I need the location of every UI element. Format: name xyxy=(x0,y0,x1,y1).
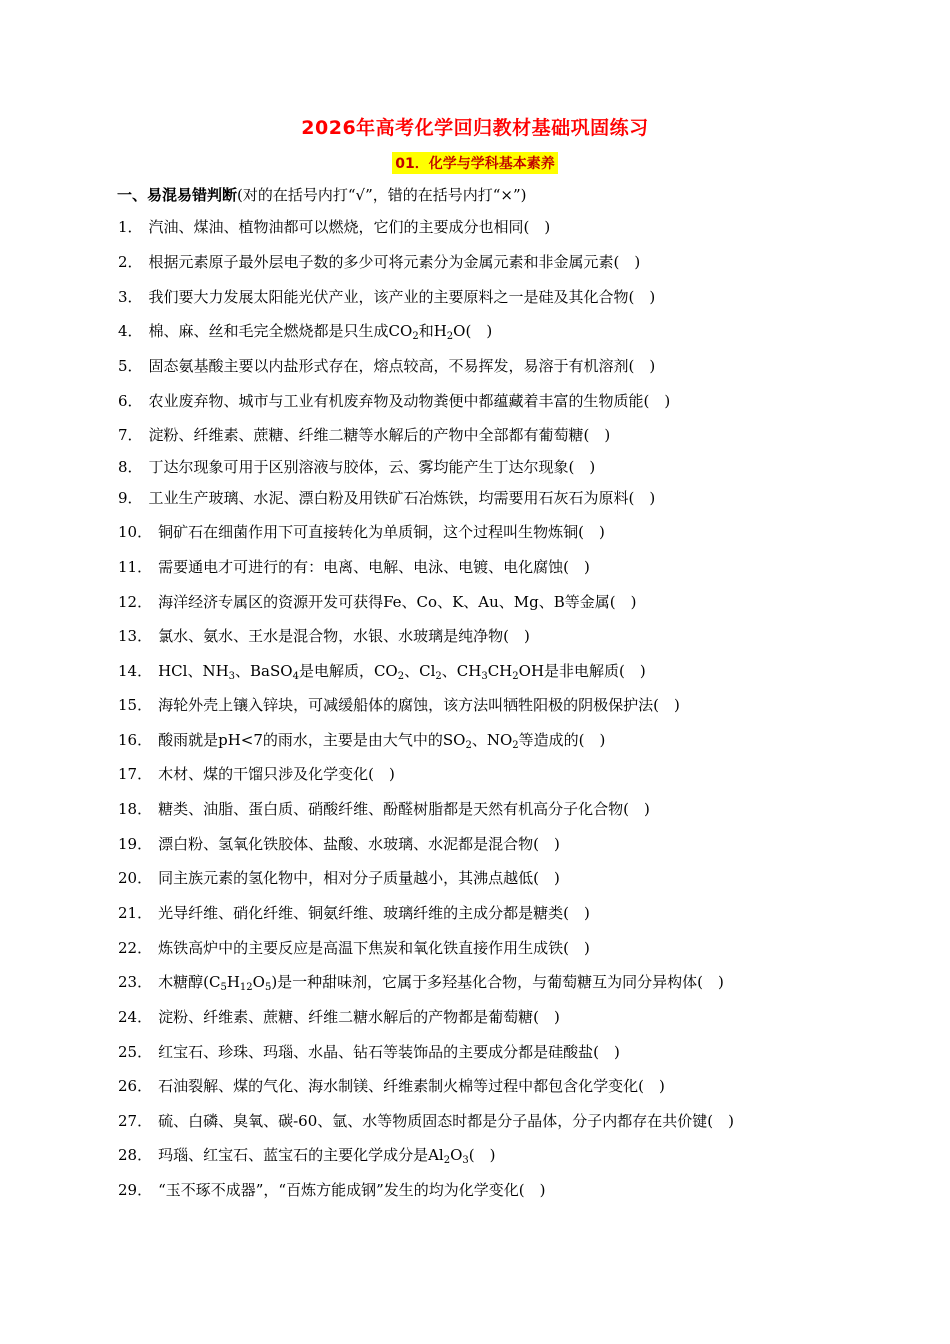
question-item xyxy=(118,867,560,888)
question-text: 漂白粉、氢氧化铁胶体、盐酸、水玻璃、水泥都是混合物( ) xyxy=(158,835,560,853)
question-item xyxy=(118,937,590,958)
question-text: 海洋经济专属区的资源开发可获得Fe、Co、K、Au、Mg、B等金属( ) xyxy=(158,593,637,611)
question-item xyxy=(118,456,595,477)
question-number: 23． xyxy=(118,973,153,991)
question-text: 海轮外壳上镶入锌块，可减缓船体的腐蚀，该方法叫牺牲阳极的阴极保护法( ) xyxy=(158,696,680,714)
document-subtitle: 01．化学与学科基本素养 xyxy=(392,152,557,174)
question-text: 需要通电才可进行的有：电离、电解、电泳、电镀、电化腐蚀( ) xyxy=(158,558,590,576)
section-heading: 一、易混易错判断 xyxy=(117,186,238,204)
question-item xyxy=(118,798,650,819)
question-text: 木糖醇$(C_5H_{12}O_5)$是一种甜味剂，它属于多羟基化合物，与葡萄糖互为同分异构体( ) xyxy=(158,973,724,993)
question-text: 光导纤维、硝化纤维、铜氨纤维、玻璃纤维的主成分都是糖类( ) xyxy=(158,904,590,922)
question-item xyxy=(118,833,560,854)
question-item xyxy=(118,1110,734,1131)
question-text: 氯水、氨水、王水是混合物，水银、水玻璃是纯净物( ) xyxy=(158,627,530,645)
question-item xyxy=(118,556,590,577)
question-number: 3． xyxy=(118,288,143,306)
question-number: 13． xyxy=(118,627,153,645)
question-number: 5． xyxy=(118,357,143,375)
question-text: 木材、煤的干馏只涉及化学变化( ) xyxy=(158,765,395,783)
question-text: 玛瑙、红宝石、蓝宝石的主要化学成分是$Al_2O_3$( ) xyxy=(158,1146,496,1166)
question-item xyxy=(118,729,605,750)
question-item xyxy=(118,1006,560,1027)
question-number: 2． xyxy=(118,253,143,271)
document-title: 2026年高考化学回归教材基础巩固练习 xyxy=(301,117,649,139)
question-number: 29． xyxy=(118,1181,153,1199)
question-item xyxy=(118,251,640,272)
question-item xyxy=(118,390,670,411)
question-item xyxy=(118,1179,545,1200)
question-text: 同主族元素的氢化物中，相对分子质量越小，其沸点越低( ) xyxy=(158,869,560,887)
section-instruction: (对的在括号内打“√”，错的在括号内打“×”) xyxy=(237,186,527,204)
question-text: “玉不琢不成器”，“百炼方能成钢”发生的均为化学变化( ) xyxy=(158,1181,546,1199)
question-item xyxy=(118,1041,620,1062)
question-item xyxy=(118,355,655,376)
question-text: 淀粉、纤维素、蔗糖、纤维二糖水解后的产物都是葡萄糖( ) xyxy=(158,1008,560,1026)
question-text: 丁达尔现象可用于区别溶液与胶体，云、雾均能产生丁达尔现象( ) xyxy=(148,458,596,476)
question-item xyxy=(118,487,655,508)
question-item xyxy=(118,1144,496,1165)
question-number: 9． xyxy=(118,489,143,507)
question-text: 铜矿石在细菌作用下可直接转化为单质铜，这个过程叫生物炼铜( ) xyxy=(158,523,605,541)
question-number: 27． xyxy=(118,1112,153,1130)
question-number: 11． xyxy=(118,558,153,576)
question-text: 淀粉、纤维素、蔗糖、纤维二糖等水解后的产物中全部都有葡萄糖( ) xyxy=(148,426,611,444)
question-item xyxy=(118,591,636,612)
question-number: 19． xyxy=(118,835,153,853)
question-item xyxy=(118,286,655,307)
question-text: 硫、白磷、臭氧、碳-60、氩、水等物质固态时都是分子晶体，分子内都存在共价键( ) xyxy=(158,1112,734,1130)
question-text: 红宝石、珍珠、玛瑙、水晶、钻石等装饰品的主要成分都是硅酸盐( ) xyxy=(158,1043,620,1061)
question-item xyxy=(118,660,646,681)
question-text: 根据元素原子最外层电子数的多少可将元素分为金属元素和非金属元素( ) xyxy=(148,253,641,271)
subtitle-wrap xyxy=(0,152,950,174)
question-number: 25． xyxy=(118,1043,153,1061)
question-item xyxy=(118,521,605,542)
question-item xyxy=(118,694,680,715)
question-number: 4． xyxy=(118,322,143,340)
question-number: 8． xyxy=(118,458,143,476)
question-number: 26． xyxy=(118,1077,153,1095)
question-number: 22． xyxy=(118,939,153,957)
question-text: 棉、麻、丝和毛完全燃烧都是只生成$CO_2$和$H_2O$( ) xyxy=(148,322,493,342)
question-number: 14． xyxy=(118,662,153,680)
question-text: 汽油、煤油、植物油都可以燃烧，它们的主要成分也相同( ) xyxy=(148,218,551,236)
question-number: 1． xyxy=(118,218,143,236)
question-item xyxy=(118,763,395,784)
question-text: 工业生产玻璃、水泥、漂白粉及用铁矿石冶炼铁，均需要用石灰石为原料( ) xyxy=(148,489,656,507)
question-number: 20． xyxy=(118,869,153,887)
question-text: 农业废弃物、城市与工业有机废弃物及动物粪便中都蕴藏着丰富的生物质能( ) xyxy=(148,392,671,410)
question-number: 21． xyxy=(118,904,153,922)
question-text: 糖类、油脂、蛋白质、硝酸纤维、酚醛树脂都是天然有机高分子化合物( ) xyxy=(158,800,650,818)
question-item xyxy=(118,320,492,341)
question-text: 炼铁高炉中的主要反应是高温下焦炭和氧化铁直接作用生成铁( ) xyxy=(158,939,590,957)
question-number: 12． xyxy=(118,593,153,611)
question-number: 7． xyxy=(118,426,143,444)
question-text: HCl、$NH_3$、BaSO$_4$是电解质，$CO_2$、$Cl_2$、$CH_3CH_2OH$是非电解质( ) xyxy=(158,662,646,682)
question-text: 酸雨就是pH<7的雨水，主要是由大气中的$SO_2$、$NO_2$等造成的( ) xyxy=(158,731,606,751)
question-number: 17． xyxy=(118,765,153,783)
question-number: 18． xyxy=(118,800,153,818)
question-number: 24． xyxy=(118,1008,153,1026)
question-item xyxy=(118,902,590,923)
question-number: 15． xyxy=(118,696,153,714)
question-text: 石油裂解、煤的气化、海水制镁、纤维素制火棉等过程中都包含化学变化( ) xyxy=(158,1077,665,1095)
question-item xyxy=(118,424,610,445)
question-number: 16． xyxy=(118,731,153,749)
question-item xyxy=(118,216,550,237)
question-item xyxy=(118,971,724,992)
question-item xyxy=(118,1075,665,1096)
question-item xyxy=(118,625,530,646)
question-number: 6． xyxy=(118,392,143,410)
question-text: 我们要大力发展太阳能光伏产业，该产业的主要原料之一是硅及其化合物( ) xyxy=(148,288,656,306)
question-number: 10． xyxy=(118,523,153,541)
section-heading-line xyxy=(117,184,527,205)
question-number: 28． xyxy=(118,1146,153,1164)
question-text: 固态氨基酸主要以内盐形式存在，熔点较高，不易挥发，易溶于有机溶剂( ) xyxy=(148,357,656,375)
